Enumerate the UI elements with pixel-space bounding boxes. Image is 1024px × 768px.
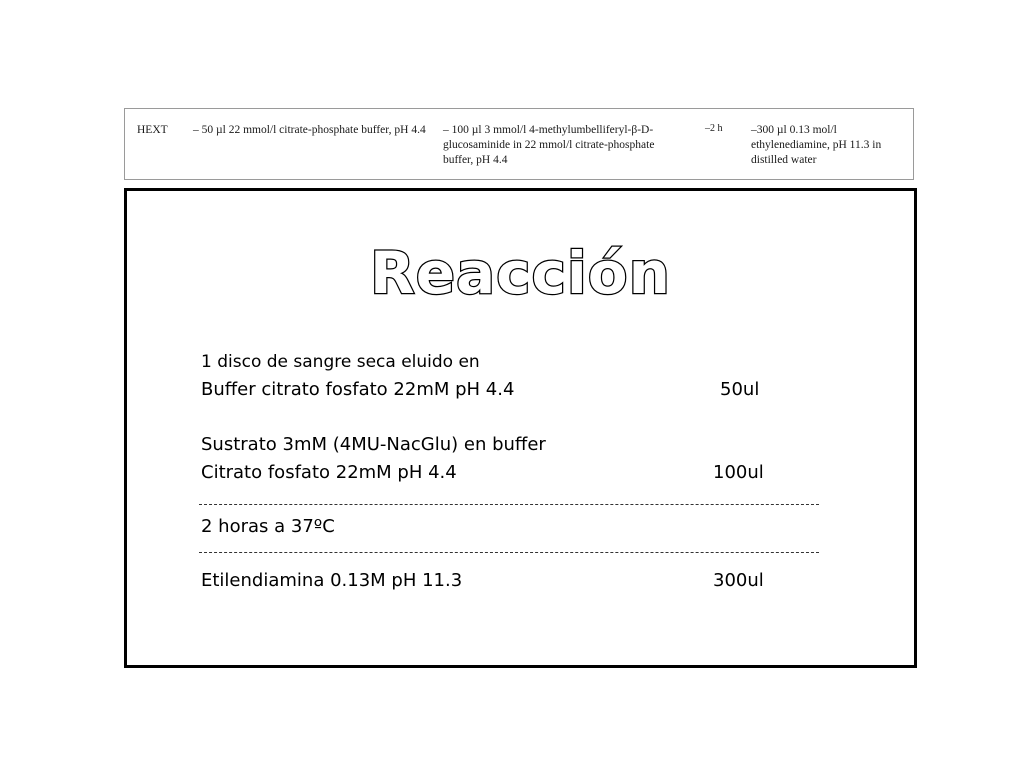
reference-assay-label: HEXT xyxy=(137,124,168,136)
reference-step-buffer-text: – 50 µl 22 mmol/l citrate-phosphate buffer, pH 4.4 xyxy=(193,124,426,136)
reference-step-substrate-line-2: glucosaminide in 22 mmol/l citrate-phosphate xyxy=(443,139,655,151)
reference-incubation-time: –2 h xyxy=(705,123,723,134)
reference-protocol-strip xyxy=(124,108,914,180)
incubation-line: 2 horas a 37ºC xyxy=(201,516,335,537)
reference-step-stop-line-3: distilled water xyxy=(751,154,817,166)
sample-volume: 50ul xyxy=(720,379,760,400)
substrate-line-1: Sustrato 3mM (4MU-NacGlu) en buffer xyxy=(201,434,546,455)
reference-step-substrate xyxy=(443,123,701,168)
divider-after-incubation xyxy=(199,552,819,553)
stop-reagent-volume: 300ul xyxy=(713,570,764,591)
substrate-line-2: Citrato fosfato 22mM pH 4.4 xyxy=(201,462,457,483)
reference-step-substrate-line-1: – 100 µl 3 mmol/l 4-methylumbelliferyl-β-D- xyxy=(443,124,654,136)
divider-before-incubation xyxy=(199,504,819,505)
reaction-panel xyxy=(124,188,917,668)
reference-step-substrate-line-3: buffer, pH 4.4 xyxy=(443,154,508,166)
stop-reagent-line: Etilendiamina 0.13M pH 11.3 xyxy=(201,570,463,591)
reference-step-stop-line-1: –300 µl 0.13 mol/l xyxy=(751,124,837,136)
reference-step-stop xyxy=(751,123,917,168)
sample-line-2: Buffer citrato fosfato 22mM pH 4.4 xyxy=(201,379,515,400)
sample-line-1: 1 disco de sangre seca eluido en xyxy=(201,352,480,372)
substrate-volume: 100ul xyxy=(713,462,764,483)
reaction-title: Reacción xyxy=(370,239,671,307)
reference-step-stop-line-2: ethylenediamine, pH 11.3 in xyxy=(751,139,882,151)
reference-step-buffer xyxy=(193,123,429,138)
